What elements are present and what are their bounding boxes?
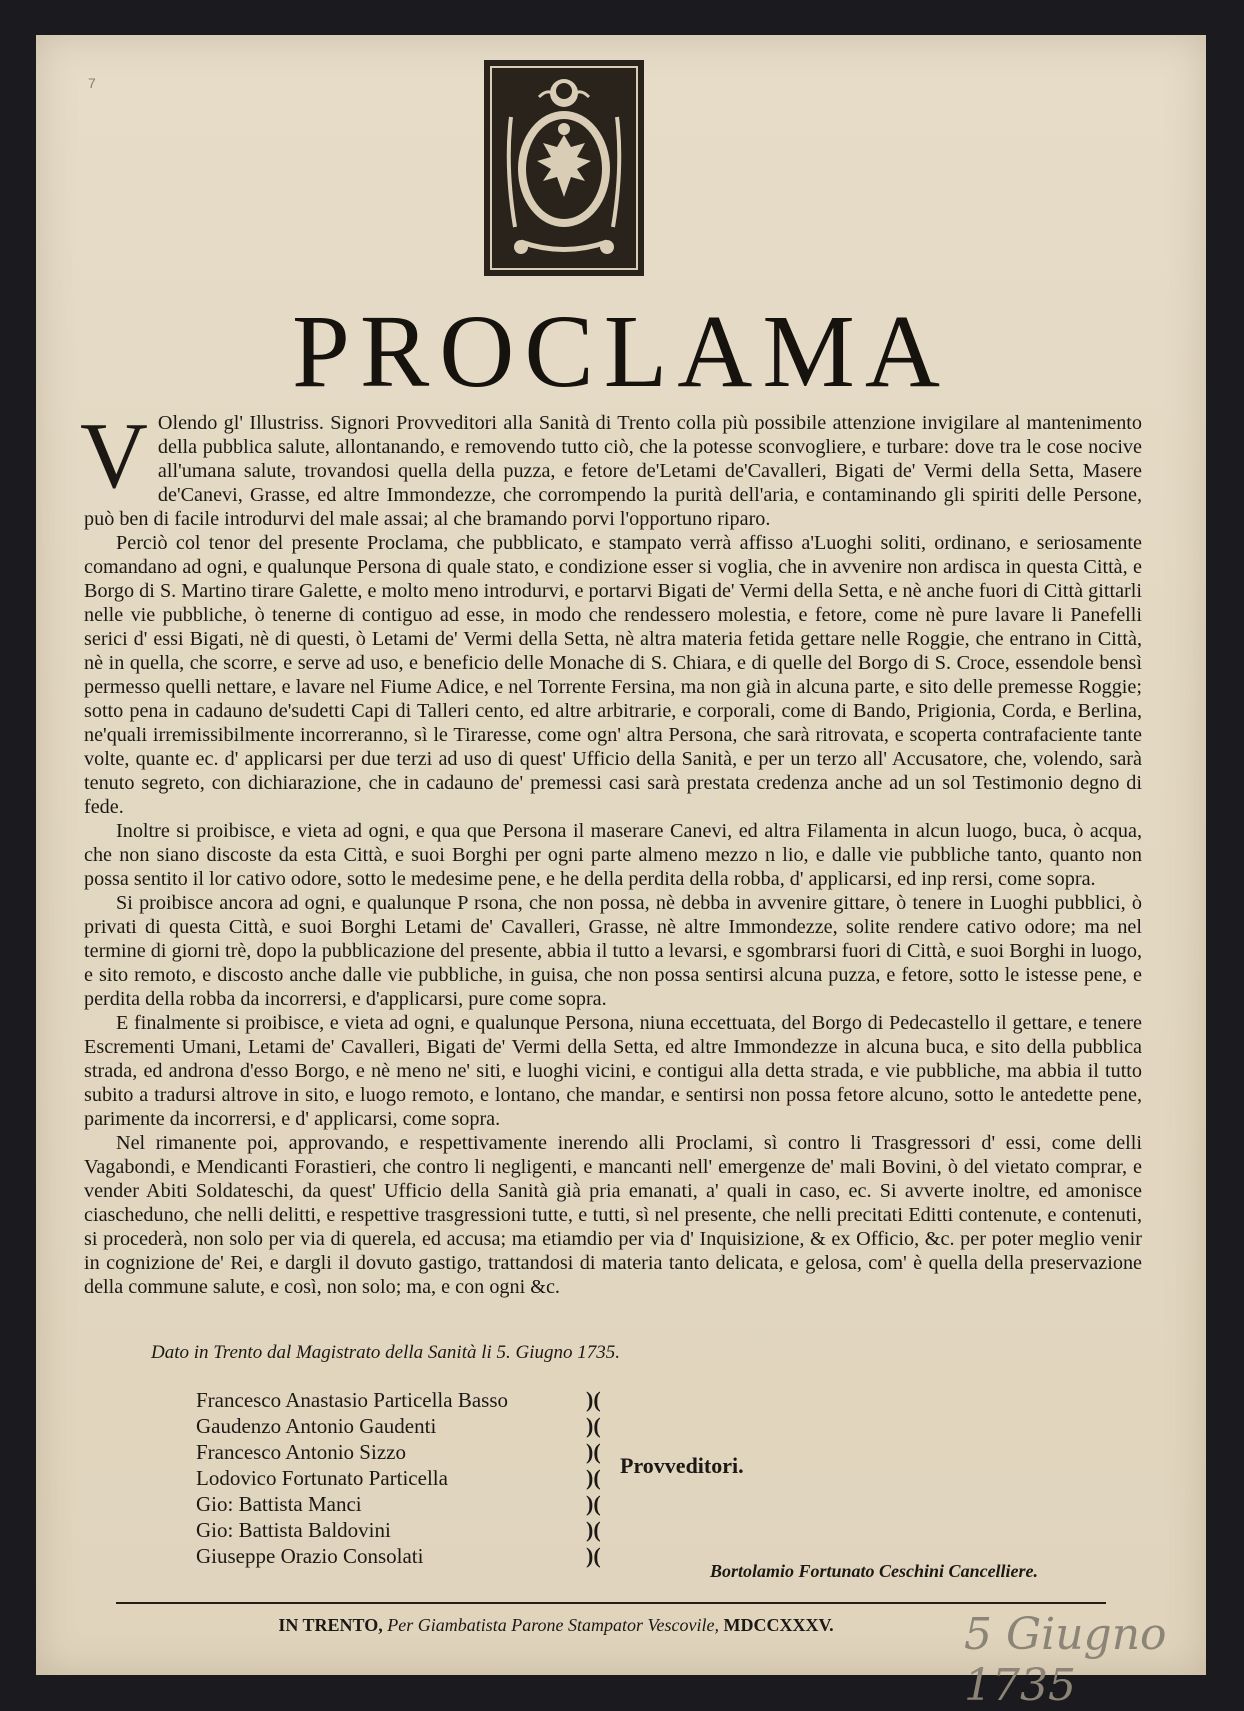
signer-mark: )( [586, 1439, 601, 1464]
imprint-place: IN TRENTO, [278, 1615, 383, 1635]
chancellor-signature: Bortolamio Fortunato Ceschini Cancelliere. [710, 1561, 1039, 1581]
signer-name: Francesco Anastasio Particella Basso [196, 1387, 509, 1412]
paragraph-1-text: Olendo gl' Illustriss. Signori Provveditori alla Sanità di Trento colla più possibile attenzione invigilare al mantenimento della pubblica salute, allontanando, e removendo tutto ciò, che la potesse sconvogliere, e turbare: dove tra le cose nocive all'umana salute, trovandosi quella della puzza, e fetore de'Letami de'Cavalleri, Bigati de' Vermi della Setta, Masere de'Canevi, Grasse, ed altre Immondezze, che corrompendo la purità dell'aria, e contaminando gli spiriti delle Persone, può ben di facile introdurvi del male assai; al che bramando porvi l'opportuno riparo. [84, 412, 1142, 530]
imprint-year: MDCCXXXV. [723, 1615, 834, 1635]
signer-name: Lodovico Fortunato Particella [196, 1465, 448, 1490]
signer-row [196, 1517, 610, 1543]
paragraph-1 [80, 404, 1142, 531]
proclamation-title: PROCLAMA [292, 294, 950, 409]
pencil-date-annotation: 5 Giugno 1735 [964, 1609, 1167, 1711]
signer-name: Gio: Battista Baldovini [196, 1517, 391, 1542]
divider-rule [116, 1602, 1106, 1604]
paragraph-2: Perciò col tenor del presente Proclama, che pubblicato, e stampato verrà affisso a'Luoghi soliti, ordinano, e seriosamente comandano ad ogni, e qualunque Persona di quale stato, e condizione esser si voglia, che in avvenire non ardisca in questa Città, e Borgo di S. Martino tirare Galette, e molto meno introdurvi, e portarvi Bigati de' Vermi della Setta, e nè anche fuori di Città gittarli nelle vie pubbliche, ò tenerne di contiguo ad esse, in modo che rendessero molestia, e fetore, come nè pure lavare li Panefelli serici d' essi Bigati, nè di questi, ò Letami de' Vermi della Setta, nè altra materia fetida gettare nelle Roggie, che entrano in Città, nè in quella, che scorre, e serve ad uso, e beneficio delle Monache di S. Chiara, e di quelle del Borgo di S. Croce, essendole bensì permesso quelli nettare, e lavare nel Fiume Adice, e nel Torrente Fersina, ma non già in alcuna parte, e sito delle premesse Roggie; sotto pena in cadauno de'sudetti Capi di Talleri cento, ed altre arbitrarie, e corporali, come di Bando, Prigionia, Corda, e Berlina, ne'quali irremissibilmente incorreranno, sì le Tiraresse, come ogn' altra Persona, che sarà ritrovata, e scoperta contrafaciente tante volte, quante ec. d' applicarsi per due terzi ad uso di quest' Ufficio della Sanità, e per un terzo all' Accusatore, che, volendo, sarà tenuto segreto, con dichiarazione, che in cadauno de' premessi casi sarà prestata credenza anche ad un sol Testimonio degno di fede. [84, 532, 1142, 818]
signer-mark: )( [586, 1413, 601, 1438]
paragraph-6: Nel rimanente poi, approvando, e respettivamente inerendo alli Proclami, sì contro li Trasgressori d' essi, come delli Vagabondi, e Mendicanti Forastieri, che contro li negligenti, e mancanti nell' emergenze de' mali Bovini, ò del vietato comprar, e vender Abiti Soldateschi, da quest' Ufficio della Sanità già pria emanati, a' quali in caso, ec. Si avverte inoltre, ed amonisce ciascheduno, che nelli delitti, e respettive trasgressioni tutte, e tutti, sì nel presente, che nelli precitati Editti contenute, e contenuti, si procederà, non solo per via di querela, ed accusa; ma etiamdio per via d' Inquisizione, & ex Officio, &c. per poter meglio venir in cognizione de' Rei, e dargli il dovuto gastigo, trattandosi di materia tanto delicata, e gelosa, com' è quella della preservazione della commune salute, e così, non solo; ma, e con ogni &c. [84, 1132, 1142, 1298]
signer-row [196, 1543, 610, 1569]
proclamation-body [80, 404, 1142, 1299]
printer-imprint [106, 1615, 1006, 1636]
signer-mark: )( [586, 1517, 601, 1542]
signer-name: Francesco Antonio Sizzo [196, 1439, 406, 1464]
signer-mark: )( [586, 1465, 601, 1490]
signer-row [196, 1387, 610, 1413]
paragraph-3: Inoltre si proibisce, e vieta ad ogni, e qua que Persona il maserare Canevi, ed altra Filamenta in alcun luogo, buca, ò acqua, che non siano discoste da esta Città, e suoi Borghi per ogni parte almeno mezzo n lio, e dalle vie pubbliche tanto, quanto non possa sentito il lor cativo odore, sotto le medesime pene, e he della perdita della robba, d' applicarsi, ed inp rersi, come sopra. [84, 820, 1142, 890]
signer-role: Provveditori. [620, 1453, 744, 1478]
proclamation-sheet [36, 35, 1206, 1711]
signer-mark: )( [586, 1491, 601, 1516]
eagle-emblem-icon [481, 57, 647, 279]
paragraph-5: E finalmente si proibisce, e vieta ad ogni, e qualunque Persona, niuna eccettuata, del Borgo di Pedecastello il gettare, e tenere Escrementi Umani, Letami de' Cavalleri, Bigati de' Vermi della Setta, ed altre Immondezze in alcuna buca, e sito della pubblica strada, ed androna d'esso Borgo, e nè meno ne' siti, e luoghi vicini, e contigui alla detta strada, e vie pubbliche, ma abbia il tutto subito a tradursi altrove in sito, e luogo remoto, e lontano, che mandar, e sentirsi non possa fetore alcuno, sotto le antedette pene, parimente da incorrersi, e d' applicarsi, come sopra. [84, 1012, 1142, 1130]
paragraph-4: Si proibisce ancora ad ogni, e qualunque P rsona, che non possa, nè debba in avvenire gittare, ò tenere in Luoghi pubblici, ò privati di questa Città, e suoi Borghi Letami de' Cavalleri, Grasse, nè altre Immondezze, solite rendere cativo odore; ma nel termine di giorni trè, dopo la pubblicazione del presente, abbia il tutto a levarsi, e sgombrarsi fuori di Città, e suoi Borghi in luogo, e sito remoto, e discosto anche dalle vie pubbliche, in guisa, che non possa sentirsi alcuna puzza, e fetore, sotto le istesse pene, e perdita della robba da incorrersi, e d'applicarsi, pure come sopra. [84, 892, 1142, 1010]
signer-mark: )( [586, 1387, 601, 1412]
signer-mark: )( [586, 1543, 601, 1568]
signer-row [196, 1413, 610, 1439]
signer-list [196, 1387, 610, 1569]
imprint-printer: Per Giambatista Parone Stampator Vescovile, [387, 1615, 719, 1635]
drop-cap: V [80, 404, 148, 508]
corner-pencil-mark: 7 [88, 75, 96, 91]
signer-row [196, 1465, 610, 1491]
signer-name: Giuseppe Orazio Consolati [196, 1543, 424, 1568]
signer-name: Gio: Battista Manci [196, 1491, 362, 1516]
signer-row [196, 1491, 610, 1517]
signer-row [196, 1439, 610, 1465]
date-line: Dato in Trento dal Magistrato della Sanità li 5. Giugno 1735. [151, 1342, 621, 1363]
signer-name: Gaudenzo Antonio Gaudenti [196, 1413, 437, 1438]
